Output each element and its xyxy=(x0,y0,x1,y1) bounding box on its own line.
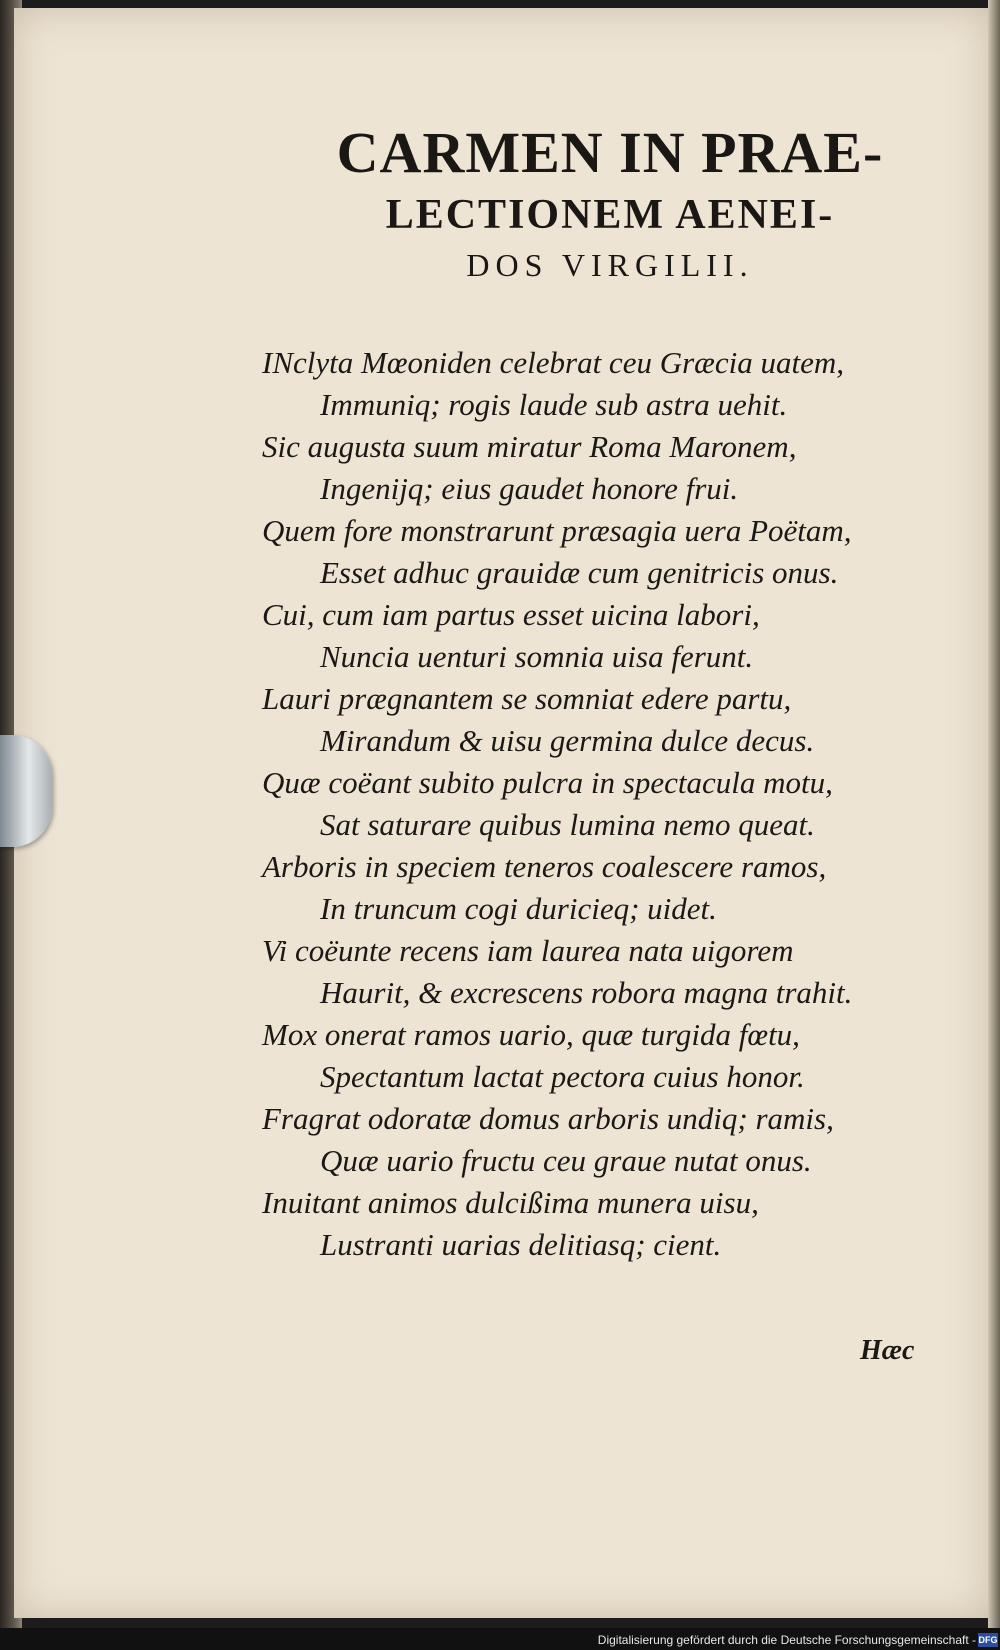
poem-line: Lustranti uarias delitiasq; cient. xyxy=(320,1227,722,1262)
poem-line: Fragrat odoratæ domus arboris undiq; ramis, xyxy=(262,1101,834,1136)
poem-line: INclyta Mœoniden celebrat ceu Græcia uatem, xyxy=(262,345,844,380)
poem-line: Ingenijq; eius gaudet honore frui. xyxy=(320,471,739,506)
book-edge-right xyxy=(988,0,1000,1650)
poem-line: Vi coëunte recens iam laurea nata uigorem xyxy=(262,933,794,968)
poem-line: Sic augusta suum miratur Roma Maronem, xyxy=(262,429,797,464)
poem-line: Nuncia uenturi somnia uisa ferunt. xyxy=(320,639,754,674)
poem-line: Lauri prægnantem se somniat edere partu, xyxy=(262,681,792,716)
poem-line: Quæ uario fructu ceu graue nutat onus. xyxy=(320,1143,812,1178)
footer-credit: Digitalisierung gefördert durch die Deutsche Forschungsgemeinschaft - xyxy=(597,1633,976,1647)
title-line-3: DOS VIRGILII. xyxy=(466,247,754,283)
page-title xyxy=(270,118,950,288)
poem-line: Quem fore monstrarunt præsagia uera Poëtam, xyxy=(262,513,852,548)
title-line-2: LECTIONEM AENEI- xyxy=(385,192,835,238)
poem-line: Haurit, & excrescens robora magna trahit. xyxy=(320,975,853,1010)
poem-line: Mirandum & uisu germina dulce decus. xyxy=(320,723,815,758)
footer-bar xyxy=(0,1628,1000,1650)
poem-line: Immuniq; rogis laude sub astra uehit. xyxy=(320,387,788,422)
poem-line: Quæ coëant subito pulcra in spectacula motu, xyxy=(262,765,833,800)
title-line-1: CARMEN IN PRAE- xyxy=(336,120,884,185)
poem-line: Esset adhuc grauidæ cum genitricis onus. xyxy=(320,555,839,590)
poem-line: Arboris in speciem teneros coalescere ramos, xyxy=(262,849,827,884)
dfg-logo-icon: DFG xyxy=(978,1635,998,1645)
catchword: Hæc xyxy=(860,1335,915,1366)
poem-line: Spectantum lactat pectora cuius honor. xyxy=(320,1059,805,1094)
poem-line: Mox onerat ramos uario, quæ turgida fœtu, xyxy=(262,1017,800,1052)
poem-line: Sat saturare quibus lumina nemo queat. xyxy=(320,807,815,842)
poem-line: Inuitant animos dulcißima munera uisu, xyxy=(262,1185,759,1220)
poem-line: In truncum cogi duricieq; uidet. xyxy=(320,891,717,926)
page-clip xyxy=(0,735,52,847)
poem-line: Cui, cum iam partus esset uicina labori, xyxy=(262,597,760,632)
